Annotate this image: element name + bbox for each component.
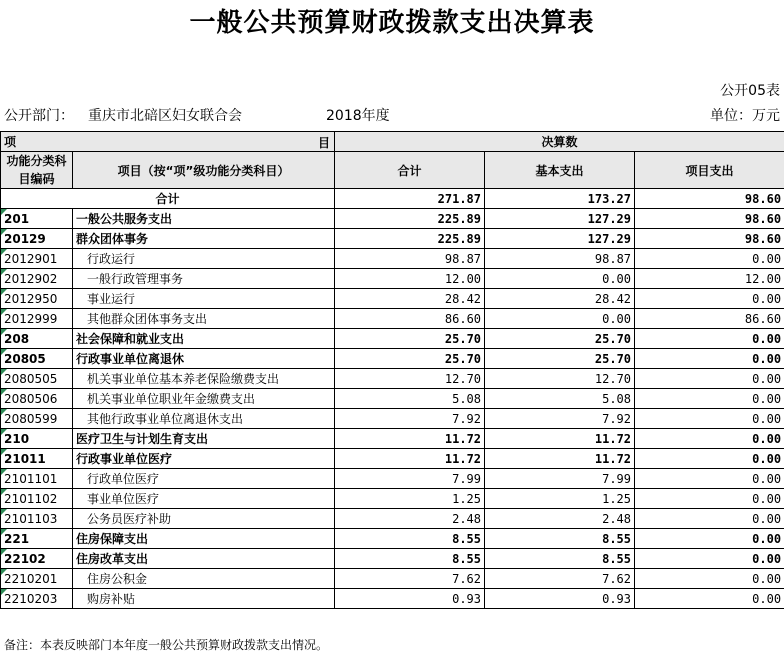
row-total: 11.72 [335,449,485,469]
row-total: 225.89 [335,209,485,229]
table-row [1,509,784,529]
final-header: 决算数 [335,132,784,152]
row-project: 0.00 [635,289,784,309]
row-name: 机关事业单位基本养老保险缴费支出 [73,369,335,389]
total-row [1,189,784,209]
item-header-end: 目 [318,136,331,150]
row-basic: 11.72 [485,429,635,449]
department-label: 公开部门： [4,108,74,124]
cell-marker-icon [1,289,7,295]
table-row [1,389,784,409]
total-basic: 173.27 [485,189,635,209]
row-basic: 11.72 [485,449,635,469]
row-code: 2080505 [1,369,73,389]
row-total: 7.99 [335,469,485,489]
total-project: 98.60 [635,189,784,209]
table-row [1,229,784,249]
row-basic: 0.93 [485,589,635,609]
row-name: 事业单位医疗 [73,489,335,509]
row-code: 2101103 [1,509,73,529]
row-code: 21011 [1,449,73,469]
row-basic: 5.08 [485,389,635,409]
table-row [1,569,784,589]
row-basic: 1.25 [485,489,635,509]
row-code: 2012901 [1,249,73,269]
row-name: 机关事业单位职业年金缴费支出 [73,389,335,409]
header-row-1 [1,132,784,152]
row-basic: 28.42 [485,289,635,309]
row-name: 一般公共服务支出 [73,209,335,229]
row-total: 12.00 [335,269,485,289]
row-total: 2.48 [335,509,485,529]
cell-marker-icon [1,349,7,355]
row-code: 2101101 [1,469,73,489]
row-code: 2012950 [1,289,73,309]
row-project: 0.00 [635,449,784,469]
unit-label: 单位：万元 [710,108,780,124]
row-name: 群众团体事务 [73,229,335,249]
row-project: 0.00 [635,389,784,409]
row-project: 0.00 [635,589,784,609]
row-project: 0.00 [635,369,784,389]
row-project: 98.60 [635,209,784,229]
row-project: 0.00 [635,249,784,269]
row-name: 公务员医疗补助 [73,509,335,529]
row-name: 住房保障支出 [73,529,335,549]
table-row [1,449,784,469]
row-project: 0.00 [635,529,784,549]
row-name: 行政单位医疗 [73,469,335,489]
cell-marker-icon [1,249,7,255]
row-code: 201 [1,209,73,229]
header-row-2 [1,152,784,189]
table-row [1,489,784,509]
row-code: 2210201 [1,569,73,589]
row-code: 2012999 [1,309,73,329]
total-header: 合计 [335,152,485,189]
form-number: 公开05表 [720,83,780,99]
row-basic: 7.62 [485,569,635,589]
row-total: 0.93 [335,589,485,609]
basic-header: 基本支出 [485,152,635,189]
table-row [1,369,784,389]
cell-marker-icon [1,469,7,475]
cell-marker-icon [1,449,7,455]
row-basic: 25.70 [485,349,635,369]
row-total: 12.70 [335,369,485,389]
table-row [1,289,784,309]
row-name: 其他群众团体事务支出 [73,309,335,329]
row-total: 5.08 [335,389,485,409]
report-meta [0,105,784,127]
row-basic: 0.00 [485,269,635,289]
cell-marker-icon [1,229,7,235]
table-row [1,589,784,609]
row-basic: 0.00 [485,309,635,329]
row-basic: 98.87 [485,249,635,269]
row-total: 225.89 [335,229,485,249]
expenditure-table [0,131,784,609]
row-project: 0.00 [635,489,784,509]
row-total: 25.70 [335,349,485,369]
row-total: 25.70 [335,329,485,349]
row-project: 0.00 [635,549,784,569]
row-code: 20129 [1,229,73,249]
row-project: 0.00 [635,469,784,489]
cell-marker-icon [1,329,7,335]
row-name: 社会保障和就业支出 [73,329,335,349]
row-code: 2210203 [1,589,73,609]
department-name: 重庆市北碚区妇女联合会 [88,108,242,124]
cell-marker-icon [1,569,7,575]
row-code: 2101102 [1,489,73,509]
table-row [1,329,784,349]
row-basic: 7.99 [485,469,635,489]
report-title: 一般公共预算财政拨款支出决算表 [189,8,595,38]
row-name: 其他行政事业单位离退休支出 [73,409,335,429]
row-code: 2080599 [1,409,73,429]
row-name: 住房改革支出 [73,549,335,569]
row-project: 0.00 [635,329,784,349]
row-code: 208 [1,329,73,349]
row-total: 11.72 [335,429,485,449]
row-project: 0.00 [635,569,784,589]
row-code: 2012902 [1,269,73,289]
table-row [1,409,784,429]
row-name: 购房补贴 [73,589,335,609]
item-header-cell [1,132,335,152]
cell-marker-icon [1,589,7,595]
row-code: 221 [1,529,73,549]
cell-marker-icon [1,389,7,395]
cell-marker-icon [1,269,7,275]
cell-marker-icon [1,369,7,375]
row-total: 28.42 [335,289,485,309]
row-code: 2080506 [1,389,73,409]
row-basic: 25.70 [485,329,635,349]
fiscal-year: 2018年度 [326,108,390,124]
row-project: 0.00 [635,509,784,529]
table-row [1,429,784,449]
table-row [1,209,784,229]
row-project: 0.00 [635,349,784,369]
row-basic: 7.92 [485,409,635,429]
row-total: 8.55 [335,549,485,569]
row-name: 事业运行 [73,289,335,309]
code-header: 功能分类科目编码 [1,152,73,189]
cell-marker-icon [1,529,7,535]
cell-marker-icon [1,209,7,215]
row-total: 1.25 [335,489,485,509]
row-basic: 8.55 [485,549,635,569]
table-row [1,269,784,289]
table-row [1,249,784,269]
row-total: 7.92 [335,409,485,429]
row-name: 住房公积金 [73,569,335,589]
row-total: 8.55 [335,529,485,549]
row-project: 98.60 [635,229,784,249]
footnote: 备注：本表反映部门本年度一般公共预算财政拨款支出情况。 [4,638,329,652]
table-row [1,549,784,569]
row-code: 20805 [1,349,73,369]
cell-marker-icon [1,489,7,495]
table-row [1,529,784,549]
item-header-label: 项 [4,135,17,149]
row-basic: 2.48 [485,509,635,529]
table-row [1,349,784,369]
row-basic: 127.29 [485,209,635,229]
row-name: 一般行政管理事务 [73,269,335,289]
row-project: 12.00 [635,269,784,289]
row-name: 行政事业单位离退休 [73,349,335,369]
row-basic: 12.70 [485,369,635,389]
total-label: 合计 [1,189,335,209]
row-total: 98.87 [335,249,485,269]
row-project: 0.00 [635,429,784,449]
row-name: 行政运行 [73,249,335,269]
cell-marker-icon [1,409,7,415]
row-name: 行政事业单位医疗 [73,449,335,469]
name-header: 项目（按“项”级功能分类科目） [73,152,335,189]
project-header: 项目支出 [635,152,784,189]
row-code: 210 [1,429,73,449]
row-name: 医疗卫生与计划生育支出 [73,429,335,449]
row-project: 0.00 [635,409,784,429]
row-basic: 8.55 [485,529,635,549]
cell-marker-icon [1,549,7,555]
table-row [1,309,784,329]
cell-marker-icon [1,429,7,435]
total-sum: 271.87 [335,189,485,209]
row-total: 86.60 [335,309,485,329]
row-basic: 127.29 [485,229,635,249]
cell-marker-icon [1,509,7,515]
row-total: 7.62 [335,569,485,589]
row-project: 86.60 [635,309,784,329]
row-code: 22102 [1,549,73,569]
table-row [1,469,784,489]
cell-marker-icon [1,309,7,315]
